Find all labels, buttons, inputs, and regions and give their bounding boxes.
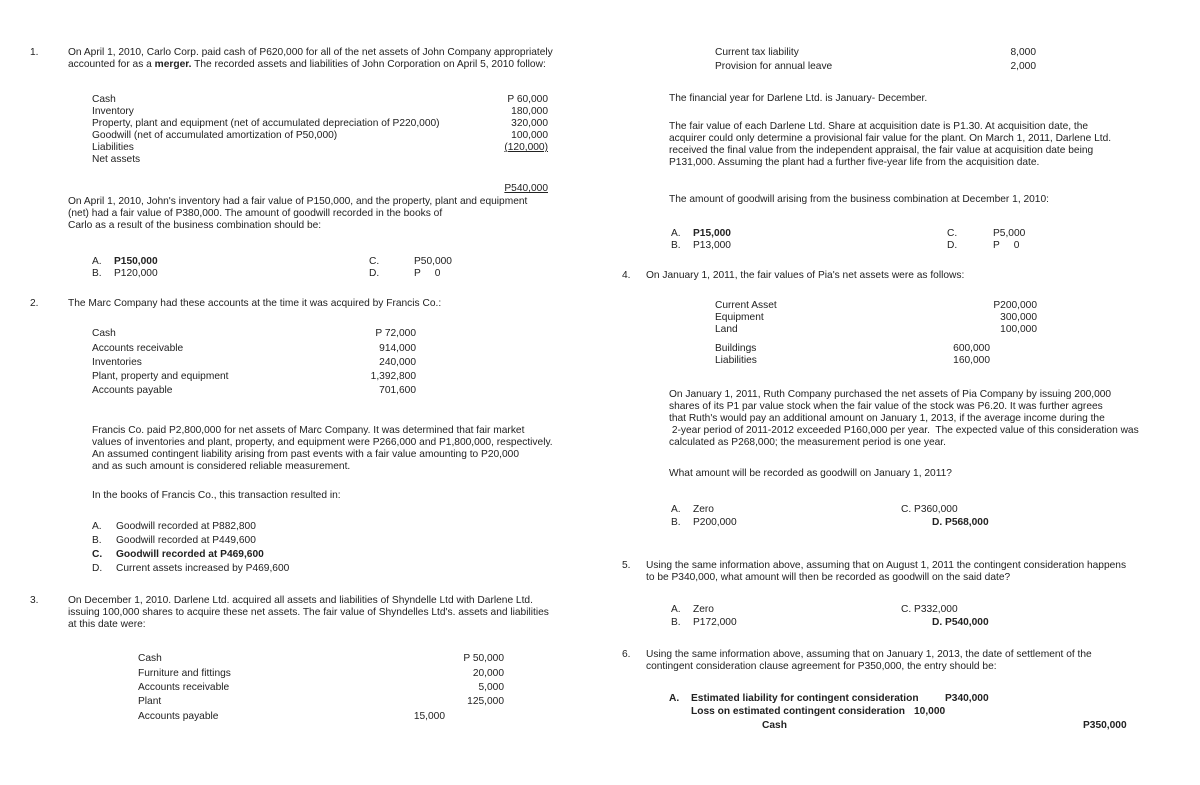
q4-item-label: Equipment (715, 312, 764, 323)
q3-option-a-letter: A. (671, 228, 681, 239)
q2-item-label: Accounts receivable (92, 343, 184, 354)
q3-body-line-5: P131,000. Assuming the plant had a further five-year life from the acquisition date. (669, 157, 1040, 168)
q4-item-label: Buildings (715, 343, 757, 354)
q4-option-d: D. P568,000 (932, 517, 989, 528)
q4-body-line-3: that Ruth's would pay an additional amount on January 1, 2013, if the average income during the (669, 413, 1105, 424)
q1-item-value: P 60,000 (507, 94, 548, 105)
q2-body-line-2: values of inventories and plant, property, and equipment were P266,000 and P1,800,000, respectively. (92, 437, 553, 448)
q6-number: 6. (622, 649, 631, 660)
q6-answer-letter: A. (669, 693, 680, 704)
q2-option-d-letter: D. (92, 563, 103, 574)
q1-option-a: P150,000 (114, 256, 158, 267)
q4-item-value: 600,000 (953, 343, 990, 354)
q2-option-c-letter: C. (92, 549, 103, 560)
q6-body-line-2: contingent consideration clause agreement for P350,000, the entry should be: (646, 661, 997, 672)
q3-intro-line-3: at this date were: (68, 619, 146, 630)
q2-item-label: Cash (92, 328, 116, 339)
q5-number: 5. (622, 560, 631, 571)
q2-item-value: P 72,000 (375, 328, 416, 339)
q4-body-line-4: 2-year period of 2011-2012 exceeded P160,000 per year. The expected value of this consideration was (669, 425, 1139, 436)
q3-option-c: P5,000 (993, 228, 1026, 239)
q1-option-a-letter: A. (92, 256, 102, 267)
q4-item-value: P200,000 (993, 300, 1037, 311)
q4-item-label: Liabilities (715, 355, 757, 366)
q2-body-line-1: Francis Co. paid P2,800,000 for net assets of Marc Company. It was determined that fair market (92, 425, 525, 436)
q1-intro-text: accounted for as a (68, 59, 155, 70)
q1-item-label: Net assets (92, 154, 141, 165)
q1-item-label: Inventory (92, 106, 134, 117)
q2-intro: The Marc Company had these accounts at the time it was acquired by Francis Co.: (68, 298, 442, 309)
q3-item-label: Plant (138, 696, 162, 707)
q2-item-label: Inventories (92, 357, 142, 368)
q4-number: 4. (622, 270, 631, 281)
q3-intro-line-1: On December 1, 2010. Darlene Ltd. acquired all assets and liabilities of Shyndelle Ltd with Darlene Ltd. (68, 595, 533, 606)
q2-body-line-3: An assumed contingent liability arising from past events with a fair value amounting to P20,000 (92, 449, 519, 460)
q4-intro: On January 1, 2011, the fair values of Pia's net assets were as follows: (646, 270, 965, 281)
q1-option-c: P50,000 (414, 256, 452, 267)
q1-item-value: 320,000 (511, 118, 548, 129)
q4-item-label: Current Asset (715, 300, 777, 311)
q2-body-line-4: and as such amount is considered reliable measurement. (92, 461, 351, 472)
q5-option-b: P172,000 (693, 617, 737, 628)
q5-option-b-letter: B. (671, 617, 681, 628)
q2-item-value: 701,600 (379, 385, 416, 396)
q4-option-c: C. P360,000 (901, 504, 958, 515)
q2-question: In the books of Francis Co., this transaction resulted in: (92, 490, 341, 501)
q3-body-line-3: acquirer could only determine a provisional fair value for the plant. On March 1, 2011, Darlene Ltd. (669, 133, 1112, 144)
q4-item-value: 160,000 (953, 355, 990, 366)
q6-entry-debit-1-value: P340,000 (945, 693, 989, 704)
q1-intro-line-2 (68, 59, 546, 71)
q3-question: The amount of goodwill arising from the business combination at December 1, 2010: (669, 194, 1049, 205)
q1-item-label: Liabilities (92, 142, 134, 153)
q4-item-label: Land (715, 324, 738, 335)
q4-option-a: Zero (693, 504, 714, 515)
q4-body-line-1: On January 1, 2011, Ruth Company purchased the net assets of Pia Company by issuing 200,000 (669, 389, 1112, 400)
q1-option-b-letter: B. (92, 268, 102, 279)
q4-item-value: 300,000 (1000, 312, 1037, 323)
q1-item-value: 180,000 (511, 106, 548, 117)
q3-body-line-1: The financial year for Darlene Ltd. is January- December. (669, 93, 928, 104)
q6-entry-credit-value: P350,000 (1083, 720, 1127, 731)
q6-entry-credit-label: Cash (762, 720, 787, 731)
q3-item-label: Provision for annual leave (715, 61, 833, 72)
q5-body-line-1: Using the same information above, assuming that on August 1, 2011 the contingent consideration happens (646, 560, 1127, 571)
q3-item-value: 5,000 (478, 682, 504, 693)
q3-option-b-letter: B. (671, 240, 681, 251)
q3-item-value: 8,000 (1010, 47, 1036, 58)
q2-option-b: Goodwill recorded at P449,600 (116, 535, 256, 546)
q4-option-b-letter: B. (671, 517, 681, 528)
q1-item-label: Goodwill (net of accumulated amortization of P50,000) (92, 130, 338, 141)
q5-option-c: C. P332,000 (901, 604, 958, 615)
q5-body-line-2: to be P340,000, what amount will then be recorded as goodwill on the said date? (646, 572, 1011, 583)
q2-number: 2. (30, 298, 39, 309)
q3-item-value: P 50,000 (463, 653, 504, 664)
q2-item-value: 240,000 (379, 357, 416, 368)
q1-option-d: P 0 (414, 268, 441, 279)
q1-intro-line-1: On April 1, 2010, Carlo Corp. paid cash of P620,000 for all of the net assets of John Company appropriately (68, 47, 553, 58)
q2-item-value: 914,000 (379, 343, 416, 354)
q2-item-label: Plant, property and equipment (92, 371, 229, 382)
q6-entry-debit-1-label: Estimated liability for contingent consideration (691, 693, 919, 704)
q3-intro-line-2: issuing 100,000 shares to acquire these net assets. The fair value of Shyndelles Ltd's. assets and liabilities (68, 607, 549, 618)
q1-body-line-2: (net) had a fair value of P380,000. The amount of goodwill recorded in the books of (68, 208, 443, 219)
q3-item-value: 2,000 (1010, 61, 1036, 72)
q3-item-label: Accounts payable (138, 711, 219, 722)
q5-option-d: D. P540,000 (932, 617, 989, 628)
q4-option-a-letter: A. (671, 504, 681, 515)
q3-option-c-letter: C. (947, 228, 958, 239)
q2-option-c: Goodwill recorded at P469,600 (116, 549, 264, 560)
q2-option-d: Current assets increased by P469,600 (116, 563, 290, 574)
q5-option-a: Zero (693, 604, 714, 615)
q1-body-line-3: Carlo as a result of the business combination should be: (68, 220, 322, 231)
q1-item-value: (120,000) (504, 142, 548, 153)
q3-number: 3. (30, 595, 39, 606)
q1-item-label: Cash (92, 94, 116, 105)
q6-entry-debit-2-label: Loss on estimated contingent consideration (691, 706, 905, 717)
q1-item-label: Property, plant and equipment (net of accumulated depreciation of P220,000) (92, 118, 440, 129)
q3-item-label: Cash (138, 653, 162, 664)
q4-option-b: P200,000 (693, 517, 737, 528)
q2-option-a-letter: A. (92, 521, 102, 532)
q4-body-line-2: shares of its P1 par value stock when the fair value of the stock was P6.20. It was further agrees (669, 401, 1103, 412)
q1-net-assets-total: P540,000 (504, 183, 548, 194)
q3-item-value: 15,000 (413, 711, 445, 722)
q2-option-a: Goodwill recorded at P882,800 (116, 521, 256, 532)
q1-body-line-1: On April 1, 2010, John's inventory had a fair value of P150,000, and the property, plant and equipment (68, 196, 528, 207)
q6-body-line-1: Using the same information above, assuming that on January 1, 2013, the date of settlement of the (646, 649, 1092, 660)
q3-option-b: P13,000 (693, 240, 731, 251)
q1-number: 1. (30, 47, 39, 58)
q6-entry-debit-2-value: 10,000 (914, 706, 946, 717)
q4-body-line-5: calculated as P268,000; the measurement period is one year. (669, 437, 946, 448)
q2-item-value: 1,392,800 (370, 371, 416, 382)
q3-body-line-4: received the final value from the independent appraisal, the fair value at acquisition date being (669, 145, 1094, 156)
q1-item-value: 100,000 (511, 130, 548, 141)
q3-body-line-2: The fair value of each Darlene Ltd. Share at acquisition date is P1.30. At acquisition date, the (669, 121, 1089, 132)
q3-item-label: Accounts receivable (138, 682, 230, 693)
q3-option-d: P 0 (993, 240, 1020, 251)
q3-item-value: 20,000 (472, 668, 504, 679)
q1-option-b: P120,000 (114, 268, 158, 279)
q4-item-value: 100,000 (1000, 324, 1037, 335)
q3-option-a: P15,000 (693, 228, 731, 239)
q3-item-value: 125,000 (467, 696, 504, 707)
q2-option-b-letter: B. (92, 535, 102, 546)
q3-item-label: Current tax liability (715, 47, 799, 58)
q1-merger-term: merger. (154, 59, 192, 70)
q1-option-d-letter: D. (369, 268, 380, 279)
q5-option-a-letter: A. (671, 604, 681, 615)
q1-option-c-letter: C. (369, 256, 380, 267)
q2-item-label: Accounts payable (92, 385, 173, 396)
q3-item-label: Furniture and fittings (138, 668, 231, 679)
q4-question: What amount will be recorded as goodwill on January 1, 2011? (669, 468, 952, 479)
q1-intro-text-cont: The recorded assets and liabilities of John Corporation on April 5, 2010 follow: (191, 59, 546, 70)
q3-option-d-letter: D. (947, 240, 958, 251)
